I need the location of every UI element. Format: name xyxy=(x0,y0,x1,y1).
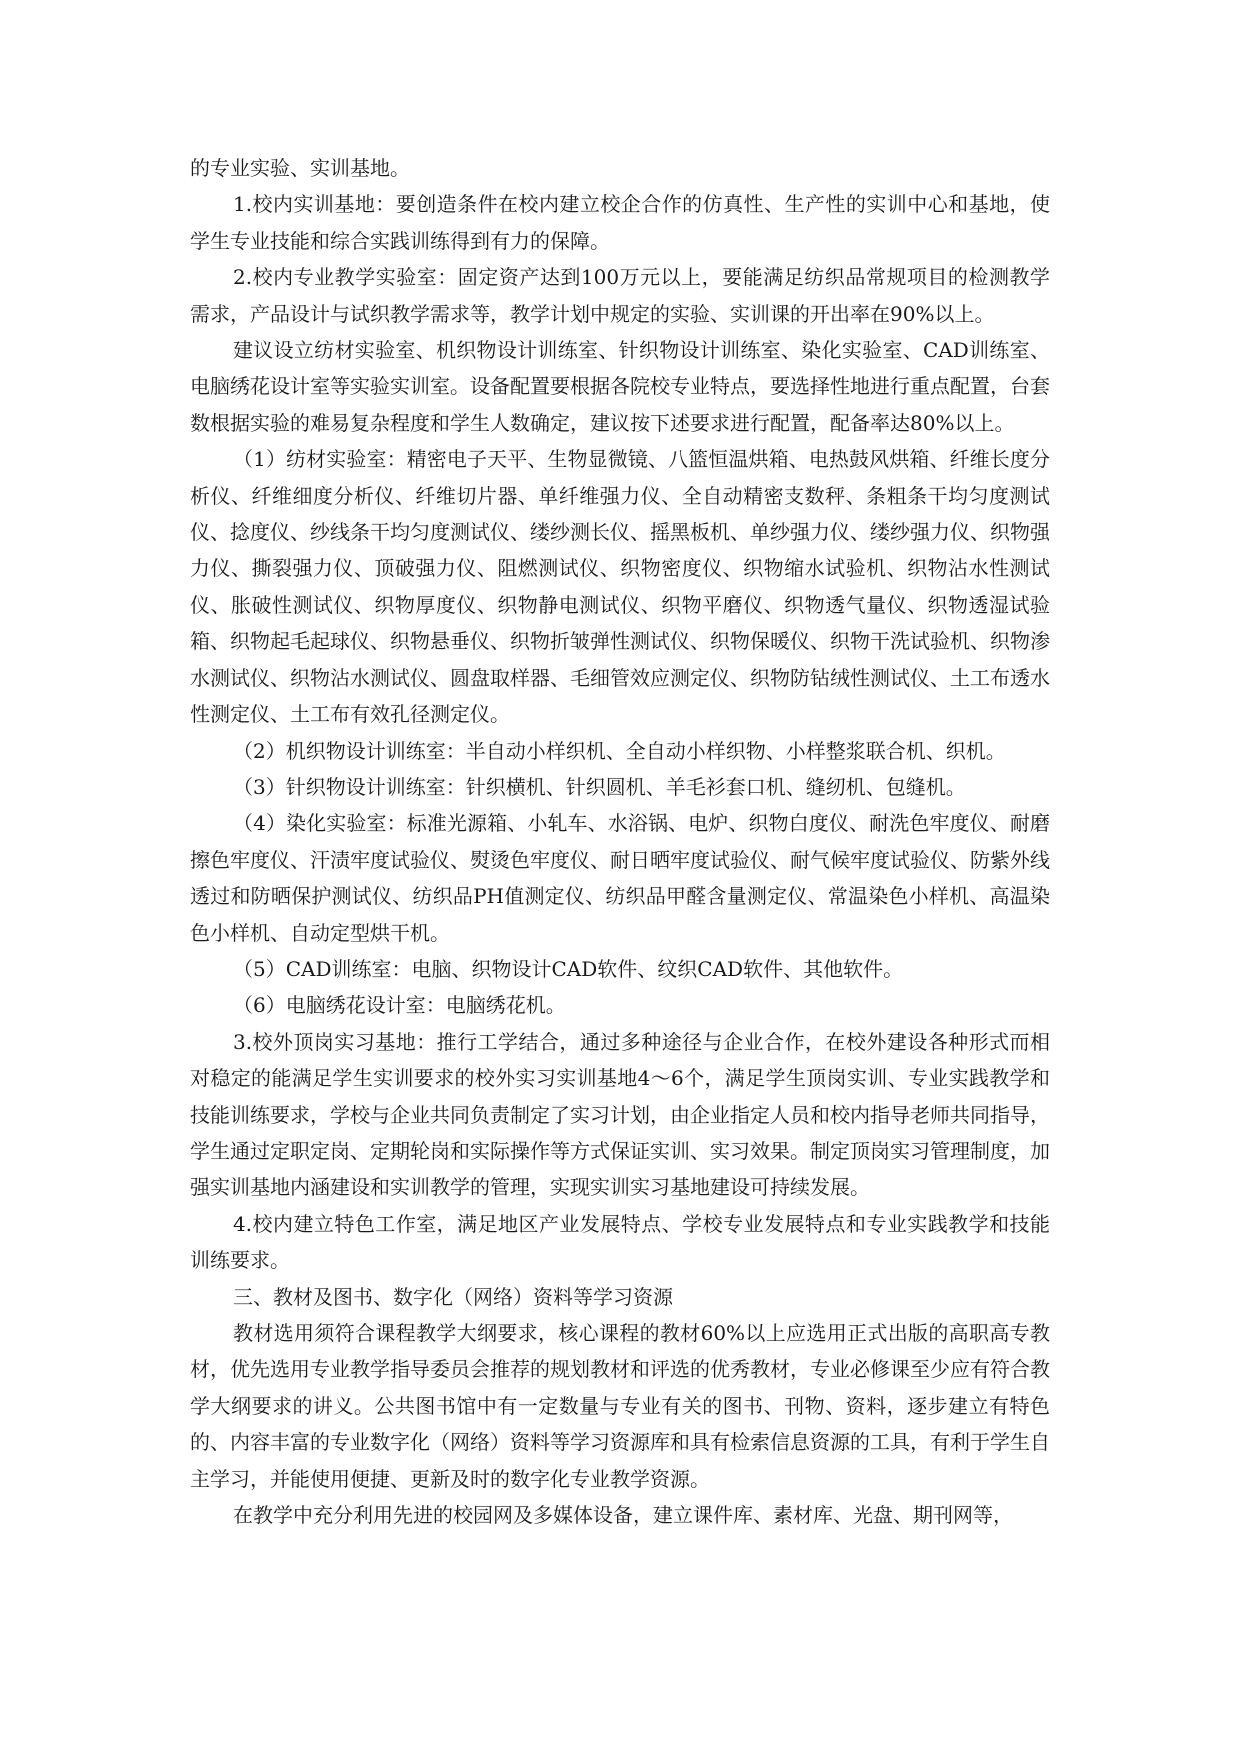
paragraph: 1.校内实训基地：要创造条件在校内建立校企合作的仿真性、生产性的实训中心和基地，使学生专业技能和综合实践训练得到有力的保障。 xyxy=(190,192,1050,253)
paragraph: 3.校外顶岗实习基地：推行工学结合，通过多种途径与企业合作，在校外建设各种形式而相对稳定的能满足学生实训要求的校外实习实训基地4～6个，满足学生顶岗实训、专业实践教学和技能训练要求，学校与企业共同负责制定了实习计划，由企业指定人员和校内指导老师共同指导，学生通过定职定岗、定期轮岗和实际操作等方式保证实训、实习效果。制定顶岗实习管理制度，加强实训基地内涵建设和实训教学的管理，实现实训实习基地建设可持续发展。 xyxy=(190,1029,1050,1200)
paragraph: （3）针织物设计训练室：针织横机、针织圆机、羊毛衫套口机、缝纫机、包缝机。 xyxy=(233,774,966,799)
paragraph: （4）染化实验室：标准光源箱、小轧车、水浴锅、电炉、织物白度仪、耐洗色牢度仪、耐磨擦色牢度仪、汗渍牢度试验仪、熨烫色牢度仪、耐日晒牢度试验仪、耐气候牢度试验仪、防紫外线透过和防晒保护测试仪、纺织品PH值测定仪、纺织品甲醛含量测定仪、常温染色小样机、高温染色小样机、自动定型烘干机。 xyxy=(190,811,1050,945)
paragraph: （5）CAD训练室：电脑、织物设计CAD软件、纹织CAD软件、其他软件。 xyxy=(233,956,904,981)
paragraph: 建议设立纺材实验室、机织物设计训练室、针织物设计训练室、染化实验室、CAD训练室、电脑绣花设计室等实验实训室。设备配置要根据各院校专业特点，要选择性地进行重点配置，台套数根据实验的难易复杂程度和学生人数确定，建议按下述要求进行配置，配备率达80%以上。 xyxy=(190,338,1050,435)
paragraph: （6）电脑绣花设计室：电脑绣花机。 xyxy=(233,993,566,1018)
paragraph: 在教学中充分利用先进的校园网及多媒体设备，建立课件库、素材库、光盘、期刊网等， xyxy=(233,1503,1013,1528)
paragraph: 2.校内专业教学实验室：固定资产达到100万元以上，要能满足纺织品常规项目的检测教学需求，产品设计与试织教学需求等，教学计划中规定的实验、实训课的开出率在90%以上。 xyxy=(190,265,1050,326)
paragraph: （2）机织物设计训练室：半自动小样织机、全自动小样织物、小样整浆联合机、织机。 xyxy=(233,738,1006,763)
section-heading: 三、教材及图书、数字化（网络）资料等学习资源 xyxy=(233,1284,673,1309)
paragraph: 4.校内建立特色工作室，满足地区产业发展特点、学校专业发展特点和专业实践教学和技能训练要求。 xyxy=(190,1211,1050,1273)
paragraph: （1）纺材实验室：精密电子天平、生物显微镜、八篮恒温烘箱、电热鼓风烘箱、纤维长度分析仪、纤维细度分析仪、纤维切片器、单纤维强力仪、全自动精密支数秤、条粗条干均匀度测试仪、捻度仪、纱线条干均匀度测试仪、缕纱测长仪、摇黑板机、单纱强力仪、缕纱强力仪、织物强力仪、撕裂强力仪、顶破强力仪、阻燃测试仪、织物密度仪、织物缩水试验机、织物沾水性测试仪、胀破性测试仪、织物厚度仪、织物静电测试仪、织物平磨仪、织物透气量仪、织物透湿试验箱、织物起毛起球仪、织物悬垂仪、织物折皱弹性测试仪、织物保暖仪、织物干洗试验机、织物渗水测试仪、织物沾水测试仪、圆盘取样器、毛细管效应测定仪、织物防钻绒性测试仪、土工布透水性测定仪、土工布有效孔径测定仪。 xyxy=(190,447,1050,727)
document-page xyxy=(190,150,1050,1533)
paragraph: 的专业实验、实训基地。 xyxy=(190,156,410,180)
paragraph: 教材选用须符合课程教学大纲要求，核心课程的教材60%以上应选用正式出版的高职高专教材，优先选用专业教学指导委员会推荐的规划教材和评选的优秀教材，专业必修课至少应有符合教学大纲要求的讲义。公共图书馆中有一定数量与专业有关的图书、刊物、资料，逐步建立有特色的、内容丰富的专业数字化（网络）资料等学习资源库和具有检索信息资源的工具，有利于学生自主学习，并能使用便捷、更新及时的数字化专业教学资源。 xyxy=(190,1321,1050,1491)
